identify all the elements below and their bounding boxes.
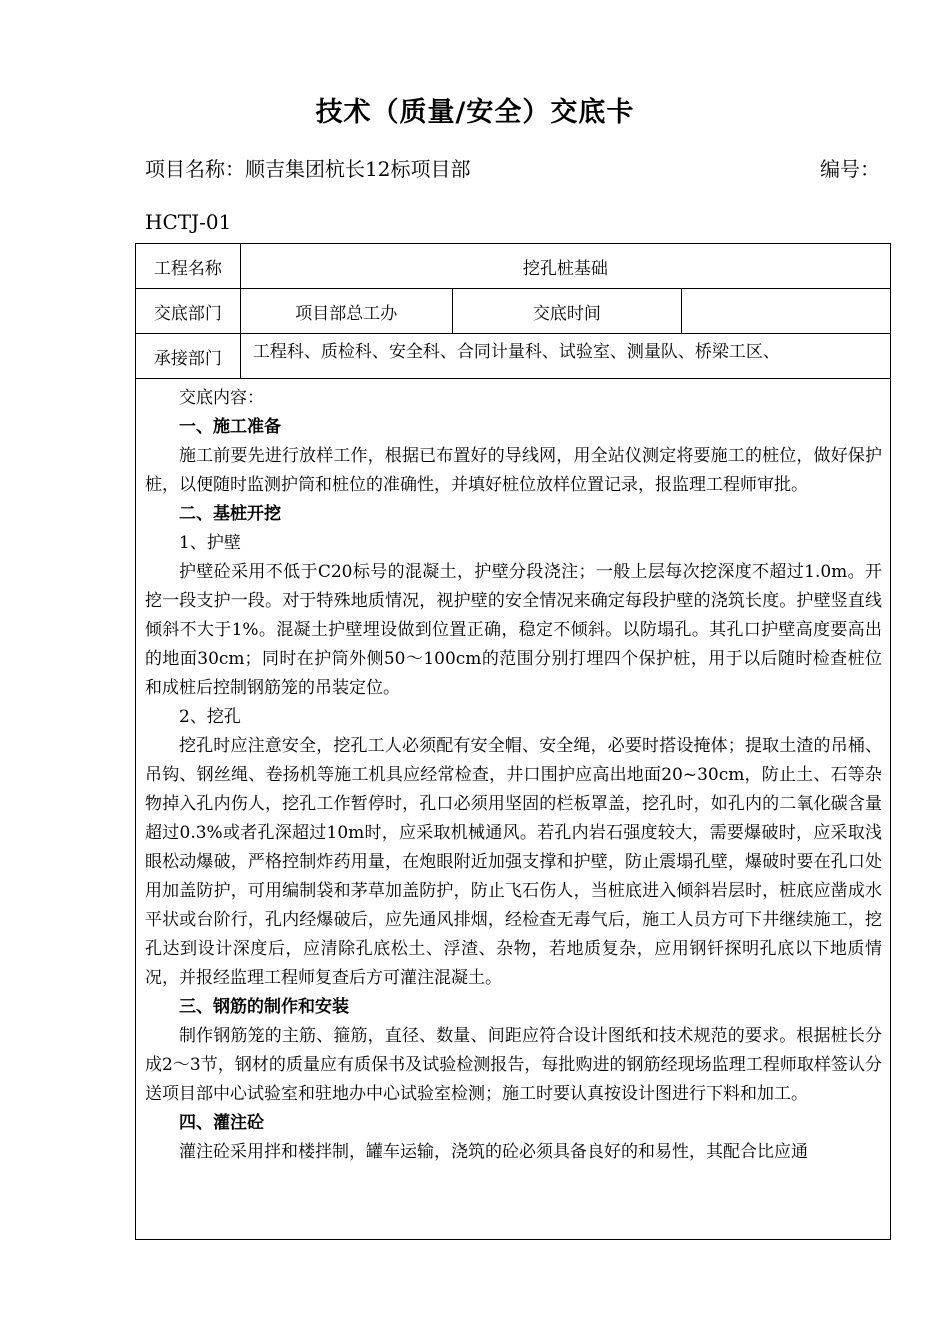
content-box	[135, 378, 891, 1240]
section-2-text-2: 挖孔时应注意安全，挖孔工人必须配有安全帽、安全绳，必要时搭设掩体；提取土渣的吊桶、吊钩、钢丝绳、卷扬机等施工机具应经常检查，井口围护应高出地面20~30cm，防止土、石等杂物掉入孔内伤人，挖孔工作暂停时，孔口必须用坚固的栏板罩盖，挖孔时，如孔内的二氧化碳含量超过0.3%或者孔深超过10m时，应采取机械通风。若孔内岩石强度较大，需要爆破时，应采取浅眼松动爆破，严格控制炸药用量，在炮眼附近加强支撑和护壁，防止震塌孔壁，爆破时要在孔口处用加盖防护，可用编制袋和茅草加盖防护，防止飞石伤人，当桩底进入倾斜岩层时，桩底应凿成水平状或台阶行，孔内经爆破后，应先通风排烟，经检查无毒气后，施工人员方可下井继续施工，挖孔达到设计深度后，应清除孔底松土、浮渣、杂物，若地质复杂，应用钢钎探明孔底以下地质情况，并报经监理工程师复查后方可灌注混凝土。	[145, 736, 882, 988]
section-2-subtitle-2: 2、挖孔	[179, 707, 241, 727]
time-value	[682, 289, 891, 334]
project-name-line: 项目名称：顺吉集团杭长12标项目部	[145, 157, 471, 181]
dept-label: 交底部门	[136, 289, 241, 334]
dept-value: 项目部总工办	[240, 289, 452, 334]
number-value: HCTJ-01	[145, 210, 232, 234]
content-intro: 交底内容：	[179, 388, 264, 408]
section-2-subtitle-1: 1、护壁	[179, 533, 241, 553]
number-label: 编号：	[820, 157, 880, 181]
receiver-label: 承接部门	[136, 334, 241, 379]
section-2-title: 二、基桩开挖	[179, 504, 281, 524]
section-1-title: 一、施工准备	[179, 417, 281, 437]
section-3-title: 三、钢筋的制作和安装	[179, 997, 349, 1017]
project-name-label: 工程名称	[136, 244, 241, 289]
section-3-text: 制作钢筋笼的主筋、箍筋，直径、数量、间距应符合设计图纸和技术规范的要求。根据桩长分成2～3节，钢材的质量应有质保书及试验检测报告，每批购进的钢筋经现场监理工程师取样签认分送项目部中心试验室和驻地办中心试验室检测；施工时要认真按设计图进行下料和加工。	[145, 1026, 882, 1104]
time-label: 交底时间	[452, 289, 682, 334]
content-body	[136, 378, 890, 1167]
section-1-text: 施工前要先进行放样工作，根据已布置好的导线网，用全站仪测定将要施工的桩位，做好保护桩，以便随时监测护筒和桩位的准确性，并填好桩位放样位置记录，报监理工程师审批。	[145, 446, 882, 495]
project-name-value: 挖孔桩基础	[240, 244, 890, 289]
info-table	[135, 243, 891, 379]
section-2-text-1: 护壁砼采用不低于C20标号的混凝土，护壁分段浇注；一般上层每次挖深度不超过1.0m。开挖一段支护一段。对于特殊地质情况，视护壁的安全情况来确定每段护壁的浇筑长度。护壁竖直线倾斜不大于1%。混凝土护壁埋设做到位置正确，稳定不倾斜。以防塌孔。其孔口护壁高度要高出的地面30cm；同时在护筒外侧50～100cm的范围分别打埋四个保护桩，用于以后随时检查桩位和成桩后控制钢筋笼的吊装定位。	[145, 562, 882, 698]
section-4-text: 灌注砼采用拌和楼拌制，罐车运输，浇筑的砼必须具备良好的和易性，其配合比应通	[179, 1142, 808, 1162]
section-4-title: 四、灌注砼	[179, 1113, 264, 1133]
receiver-value: 工程科、质检科、安全科、合同计量科、试验室、测量队、桥梁工区、	[240, 334, 890, 379]
document-title: 技术（质量/安全）交底卡	[315, 97, 635, 128]
